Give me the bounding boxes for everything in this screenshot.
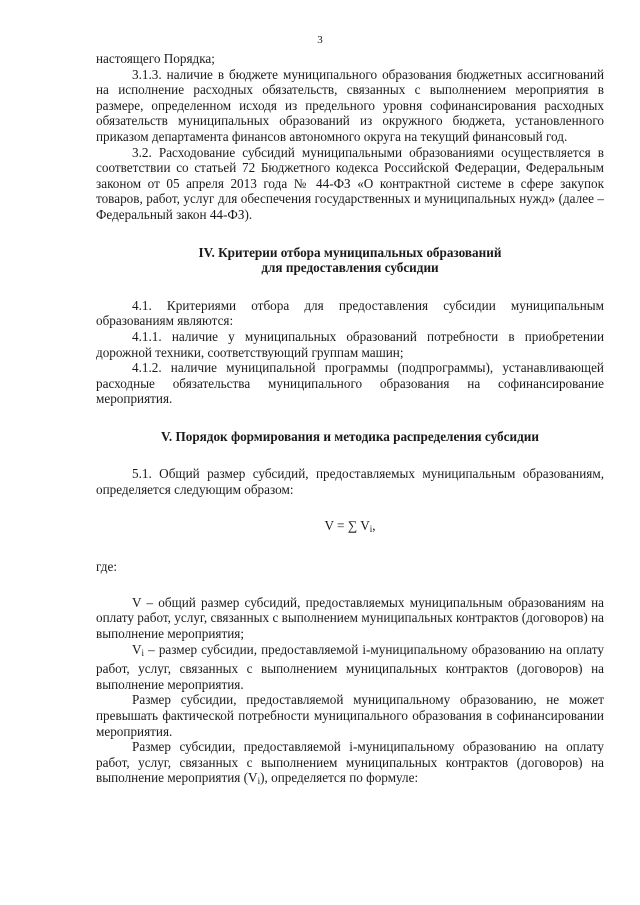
paragraph-4-1-2: 4.1.2. наличие муниципальной программы (подпрограммы), устанавливающей расходные обязательства муниципального образования на софинансирование мероприятия. [96, 360, 604, 407]
formula-tail: , [372, 517, 376, 533]
final-subscript: i [257, 776, 261, 787]
formula-total [96, 518, 604, 538]
section-4-title-line-1: IV. Критерии отбора муниципальных образований [198, 244, 502, 260]
page-number: 3 [317, 34, 323, 46]
paragraph-3-2: 3.2. Расходование субсидий муниципальными образованиями осуществляется в соответствии со статьей 72 Бюджетного кодекса Российской Федерации, Федеральным законом от 05 апреля 2013 года № 44-ФЗ «О контрактной системе в сфере закупок товаров, работ, услуг для обеспечения государственных и муниципальных нужд» (далее – Федеральный закон 44-ФЗ). [96, 144, 604, 222]
section-4-title [96, 245, 604, 276]
definition-vi-symbol: V [132, 641, 142, 657]
document-body [96, 51, 604, 790]
final-tail: ), определяется по формуле: [260, 770, 419, 786]
paragraph-final [96, 739, 604, 790]
section-5-title: V. Порядок формирования и методика распределения субсидии [161, 428, 539, 444]
section-4-title-line-2: для предоставления субсидии [261, 260, 439, 276]
paragraph-4-1: 4.1. Критериями отбора для предоставления субсидии муниципальным образованиям являются: [96, 297, 604, 329]
paragraph-5-1: 5.1. Общий размер субсидий, предоставляемых муниципальным образованиям, определяется следующим образом: [96, 466, 604, 498]
formula-subscript: i [369, 523, 373, 534]
paragraph-4-1-1: 4.1.1. наличие у муниципальных образований потребности в приобретении дорожной техники, соответствующий группам машин; [96, 328, 604, 360]
paragraph-continuation: настоящего Порядка; [96, 51, 215, 66]
paragraph-limit: Размер субсидии, предоставляемой муниципальному образованию, не может превышать фактической потребности муниципального образования в софинансировании мероприятия. [96, 692, 604, 739]
final-text: Размер субсидии, предоставляемой i-муниципальному образованию на оплату работ, услуг, связанных с выполнением муниципальных контрактов (договоров) на выполнение мероприятия (V [96, 739, 604, 786]
definition-vi-text: – размер субсидии, предоставляемой i-муниципальному образованию на оплату работ, услуг, связанных с выполнением муниципальных контрактов (договоров) на выполнение мероприятия. [96, 641, 604, 692]
formula-main: V = ∑ V [324, 517, 370, 533]
definition-v: V – общий размер субсидий, предоставляемых муниципальным образованиям на оплату работ, услуг, связанных с выполнением муниципальных контрактов (договоров) на выполнение мероприятия; [96, 594, 604, 642]
where-label: где: [96, 559, 117, 575]
definition-vi [96, 642, 604, 693]
definition-vi-subscript: i [141, 647, 145, 658]
paragraph-3-1-3: 3.1.3. наличие в бюджете муниципального образования бюджетных ассигнований на исполнение расходных обязательств, связанных с выполнением мероприятия в размере, определенном исходя из предельного уровня софинансирования расходных обязательств муниципальных образований из окружного бюджета, установленного приказом департамента финансов автономного округа на текущий финансовый год. [96, 66, 604, 144]
